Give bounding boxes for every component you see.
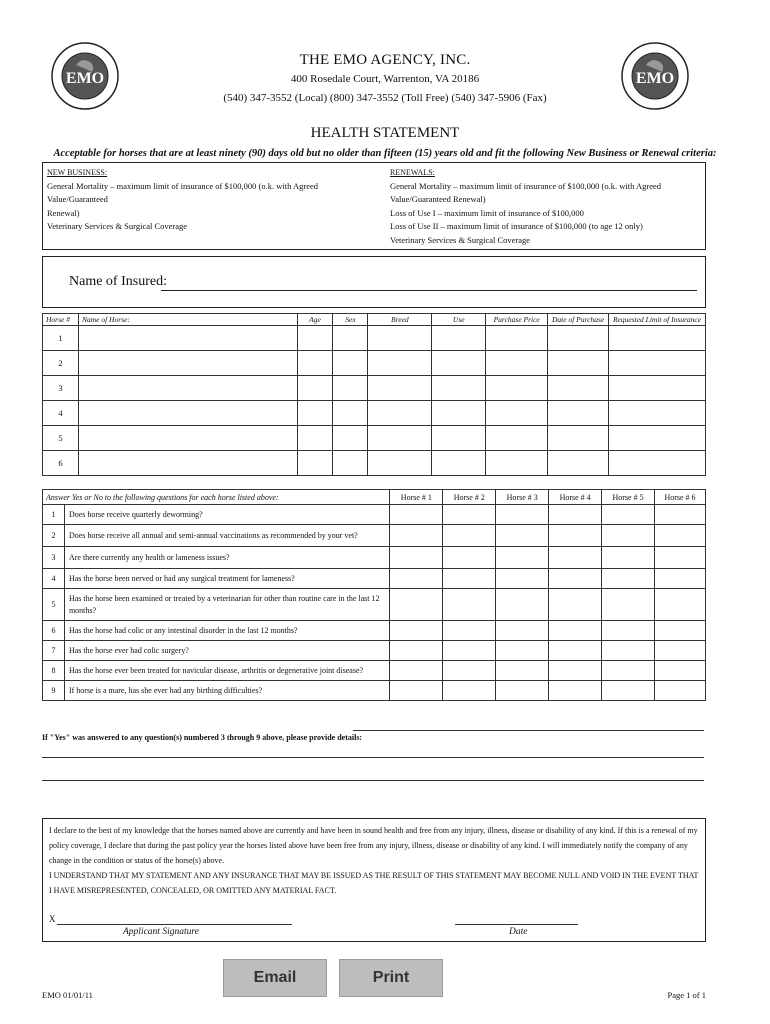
question-number: 6 xyxy=(43,621,65,641)
answer-cell[interactable] xyxy=(496,661,549,681)
answer-cell[interactable] xyxy=(496,569,549,589)
age-cell[interactable] xyxy=(297,351,333,376)
answer-cell[interactable] xyxy=(443,681,496,701)
use-cell[interactable] xyxy=(432,376,486,401)
date-cell[interactable] xyxy=(548,401,609,426)
answer-cell[interactable] xyxy=(602,681,655,701)
col-horse-1: Horse # 1 xyxy=(390,490,443,505)
price-cell[interactable] xyxy=(486,451,548,476)
answer-cell[interactable] xyxy=(443,569,496,589)
answer-cell[interactable] xyxy=(443,547,496,569)
age-cell[interactable] xyxy=(297,376,333,401)
use-cell[interactable] xyxy=(432,451,486,476)
limit-cell[interactable] xyxy=(609,451,706,476)
horse-table-header xyxy=(43,314,706,326)
question-row xyxy=(43,569,706,589)
answer-cell[interactable] xyxy=(655,505,706,525)
question-number: 4 xyxy=(43,569,65,589)
age-cell[interactable] xyxy=(297,326,333,351)
question-number: 5 xyxy=(43,589,65,621)
renewals-line: Loss of Use I – maximum limit of insurance of $100,000 xyxy=(390,207,584,218)
age-cell[interactable] xyxy=(297,401,333,426)
question-text: Are there currently any health or lameness issues? xyxy=(64,547,389,569)
breed-cell[interactable] xyxy=(368,376,432,401)
question-text: If horse is a mare, has she ever had any birthing difficulties? xyxy=(64,681,389,701)
answer-cell[interactable] xyxy=(549,589,602,621)
answer-cell[interactable] xyxy=(549,505,602,525)
breed-cell[interactable] xyxy=(368,351,432,376)
sex-cell[interactable] xyxy=(333,351,368,376)
insured-section xyxy=(42,256,706,308)
answer-cell[interactable] xyxy=(390,589,443,621)
sex-cell[interactable] xyxy=(333,326,368,351)
answer-cell[interactable] xyxy=(549,621,602,641)
renewals-heading: RENEWALS: xyxy=(390,168,435,177)
limit-cell[interactable] xyxy=(609,326,706,351)
answer-cell[interactable] xyxy=(496,525,549,547)
date-field[interactable] xyxy=(455,924,578,925)
signature-x-mark: X xyxy=(49,914,56,924)
questions-instruction: Answer Yes or No to the following questions for each horse listed above: xyxy=(43,490,390,505)
declaration-paragraph: I declare to the best of my knowledge that the horses named above are currently and have been in sound health and free from any injury, illness, disease or disability of any kind. If this is a renewal of my policy coverage, I declare that during the past policy year the horses listed above have been free from any injury, illness, disease or disability of any kind. I will immediately notify the company of any change in the condition or status of the horse(s) above. xyxy=(49,826,698,865)
answer-cell[interactable] xyxy=(655,641,706,661)
question-number: 2 xyxy=(43,525,65,547)
col-horse-num: Horse # xyxy=(43,314,79,326)
horse-number: 2 xyxy=(43,351,79,376)
question-text: Does horse receive quarterly deworming? xyxy=(64,505,389,525)
question-row xyxy=(43,681,706,701)
breed-cell[interactable] xyxy=(368,451,432,476)
limit-cell[interactable] xyxy=(609,376,706,401)
use-cell[interactable] xyxy=(432,351,486,376)
question-text: Does horse receive all annual and semi-annual vaccinations as recommended by your vet? xyxy=(64,525,389,547)
renewals-column xyxy=(390,166,700,247)
age-cell[interactable] xyxy=(297,426,333,451)
declaration-text xyxy=(49,823,699,898)
details-field-line[interactable] xyxy=(42,780,704,781)
question-number: 3 xyxy=(43,547,65,569)
yes-details-prompt: If "Yes" was answered to any question(s) numbered 3 through 9 above, please provide details: xyxy=(42,733,363,742)
horse-table xyxy=(42,313,706,476)
price-cell[interactable] xyxy=(486,426,548,451)
print-button[interactable]: Print xyxy=(339,959,443,997)
agency-phones: (540) 347-3552 (Local) (800) 347-3552 (Toll Free) (540) 347-5906 (Fax) xyxy=(223,92,547,104)
sex-cell[interactable] xyxy=(333,426,368,451)
use-cell[interactable] xyxy=(432,326,486,351)
answer-cell[interactable] xyxy=(443,641,496,661)
question-row xyxy=(43,621,706,641)
date-cell[interactable] xyxy=(548,376,609,401)
use-cell[interactable] xyxy=(432,426,486,451)
answer-cell[interactable] xyxy=(602,621,655,641)
sex-cell[interactable] xyxy=(333,451,368,476)
answer-cell[interactable] xyxy=(602,589,655,621)
limit-cell[interactable] xyxy=(609,426,706,451)
answer-cell[interactable] xyxy=(390,621,443,641)
col-horse-3: Horse # 3 xyxy=(496,490,549,505)
question-row xyxy=(43,505,706,525)
signature-field[interactable] xyxy=(57,924,292,925)
col-horse-5: Horse # 5 xyxy=(602,490,655,505)
col-purchase-date: Date of Purchase xyxy=(548,314,609,326)
eligibility-criteria: Acceptable for horses that are at least ninety (90) days old but no older than fifteen (15) years old and fit the following New Business or Renewal criteria: xyxy=(53,148,717,159)
col-horse-6: Horse # 6 xyxy=(655,490,706,505)
col-requested-limit: Requested Limit of Insurance xyxy=(609,314,706,326)
horse-number: 5 xyxy=(43,426,79,451)
table-row xyxy=(43,401,706,426)
answer-cell[interactable] xyxy=(602,505,655,525)
col-sex: Sex xyxy=(333,314,368,326)
health-questions-table xyxy=(42,489,706,701)
answer-cell[interactable] xyxy=(443,661,496,681)
new-business-column xyxy=(47,166,377,234)
horse-name-cell[interactable] xyxy=(78,326,297,351)
questions-header xyxy=(43,490,706,505)
logo-monogram: EMO xyxy=(635,70,675,87)
question-number: 1 xyxy=(43,505,65,525)
coverage-criteria-box xyxy=(42,162,706,250)
answer-cell[interactable] xyxy=(602,641,655,661)
new-business-heading: NEW BUSINESS: xyxy=(47,168,108,177)
breed-cell[interactable] xyxy=(368,326,432,351)
answer-cell[interactable] xyxy=(496,621,549,641)
answer-cell[interactable] xyxy=(602,569,655,589)
answer-cell[interactable] xyxy=(390,547,443,569)
answer-cell[interactable] xyxy=(390,525,443,547)
declaration-warning: I UNDERSTAND THAT MY STATEMENT AND ANY INSURANCE THAT MAY BE ISSUED AS THE RESULT OF THIS STATEMENT MAY BECOME NULL AND VOID IN THE EVENT THAT I HAVE MISREPRESENTED, CONCEALED, OR OMITTED ANY MATERIAL FACT. xyxy=(49,871,699,895)
renewals-line: Loss of Use II – maximum limit of insurance of $100,000 (to age 12 only) xyxy=(390,221,643,231)
logo-monogram: EMO xyxy=(65,70,105,87)
horse-name-cell[interactable] xyxy=(78,426,297,451)
date-cell[interactable] xyxy=(548,451,609,476)
answer-cell[interactable] xyxy=(496,681,549,701)
question-text: Has the horse ever been treated for navicular disease, arthritis or degenerative joint disease? xyxy=(64,661,389,681)
signature-label: Applicant Signature xyxy=(123,927,199,937)
answer-cell[interactable] xyxy=(496,547,549,569)
breed-cell[interactable] xyxy=(368,401,432,426)
details-field-line[interactable] xyxy=(353,730,704,731)
use-cell[interactable] xyxy=(432,401,486,426)
answer-cell[interactable] xyxy=(443,525,496,547)
answer-cell[interactable] xyxy=(655,547,706,569)
answer-cell[interactable] xyxy=(655,589,706,621)
breed-cell[interactable] xyxy=(368,426,432,451)
answer-cell[interactable] xyxy=(602,525,655,547)
answer-cell[interactable] xyxy=(549,547,602,569)
answer-cell[interactable] xyxy=(549,681,602,701)
answer-cell[interactable] xyxy=(443,589,496,621)
answer-cell[interactable] xyxy=(496,641,549,661)
col-purchase-price: Purchase Price xyxy=(486,314,548,326)
question-row xyxy=(43,589,706,621)
horse-number: 4 xyxy=(43,401,79,426)
question-number: 8 xyxy=(43,661,65,681)
limit-cell[interactable] xyxy=(609,351,706,376)
answer-cell[interactable] xyxy=(549,525,602,547)
declaration-box xyxy=(42,818,706,942)
answer-cell[interactable] xyxy=(390,569,443,589)
new-business-line: Renewal) xyxy=(47,207,80,218)
agency-address: 400 Rosedale Court, Warrenton, VA 20186 xyxy=(290,73,480,85)
table-row xyxy=(43,451,706,476)
question-number: 7 xyxy=(43,641,65,661)
renewals-line: Value/Guaranteed Renewal) xyxy=(390,194,486,204)
date-cell[interactable] xyxy=(548,351,609,376)
answer-cell[interactable] xyxy=(655,681,706,701)
form-code: EMO 01/01/11 xyxy=(42,990,93,1000)
col-breed: Breed xyxy=(368,314,432,326)
insured-name-field[interactable] xyxy=(161,290,697,291)
col-age: Age xyxy=(297,314,333,326)
question-text: Has the horse had colic or any intestinal disorder in the last 12 months? xyxy=(64,621,389,641)
age-cell[interactable] xyxy=(297,451,333,476)
limit-cell[interactable] xyxy=(609,401,706,426)
question-number: 9 xyxy=(43,681,65,701)
renewals-line: General Mortality – maximum limit of insurance of $100,000 (o.k. with Agreed xyxy=(390,180,661,191)
sex-cell[interactable] xyxy=(333,376,368,401)
horse-name-cell[interactable] xyxy=(78,351,297,376)
col-horse-2: Horse # 2 xyxy=(443,490,496,505)
question-row xyxy=(43,525,706,547)
answer-cell[interactable] xyxy=(496,505,549,525)
price-cell[interactable] xyxy=(486,351,548,376)
answer-cell[interactable] xyxy=(655,661,706,681)
answer-cell[interactable] xyxy=(390,661,443,681)
new-business-line: General Mortality – maximum limit of insurance of $100,000 (o.k. with Agreed Value/Guaranteed xyxy=(47,180,318,204)
horse-number: 6 xyxy=(43,451,79,476)
question-text: Has the horse been examined or treated by a veterinarian for other than routine care in the last 12 months? xyxy=(64,589,389,621)
horse-name-cell[interactable] xyxy=(78,451,297,476)
question-text: Has the horse ever had colic surgery? xyxy=(64,641,389,661)
answer-cell[interactable] xyxy=(549,661,602,681)
answer-cell[interactable] xyxy=(655,569,706,589)
horse-name-cell[interactable] xyxy=(78,376,297,401)
insured-label: Name of Insured: xyxy=(69,274,167,289)
answer-cell[interactable] xyxy=(496,589,549,621)
answer-cell[interactable] xyxy=(390,641,443,661)
answer-cell[interactable] xyxy=(443,505,496,525)
answer-cell[interactable] xyxy=(443,621,496,641)
answer-cell[interactable] xyxy=(390,505,443,525)
table-row xyxy=(43,426,706,451)
table-row xyxy=(43,326,706,351)
page-number: Page 1 of 1 xyxy=(667,990,706,1000)
agency-name: THE EMO AGENCY, INC. xyxy=(299,52,471,68)
question-text: Has the horse been nerved or had any surgical treatment for lameness? xyxy=(64,569,389,589)
answer-cell[interactable] xyxy=(655,621,706,641)
date-cell[interactable] xyxy=(548,426,609,451)
price-cell[interactable] xyxy=(486,376,548,401)
date-label: Date xyxy=(509,927,528,937)
answer-cell[interactable] xyxy=(390,681,443,701)
col-use: Use xyxy=(432,314,486,326)
question-row xyxy=(43,661,706,681)
answer-cell[interactable] xyxy=(602,547,655,569)
answer-cell[interactable] xyxy=(655,525,706,547)
table-row xyxy=(43,376,706,401)
date-cell[interactable] xyxy=(548,326,609,351)
horse-number: 3 xyxy=(43,376,79,401)
answer-cell[interactable] xyxy=(602,661,655,681)
horse-name-cell[interactable] xyxy=(78,401,297,426)
price-cell[interactable] xyxy=(486,401,548,426)
price-cell[interactable] xyxy=(486,326,548,351)
document-title: HEALTH STATEMENT xyxy=(310,125,460,141)
answer-cell[interactable] xyxy=(549,641,602,661)
question-row xyxy=(43,641,706,661)
question-row xyxy=(43,547,706,569)
horse-number: 1 xyxy=(43,326,79,351)
email-button[interactable]: Email xyxy=(223,959,327,997)
table-row xyxy=(43,351,706,376)
col-horse-4: Horse # 4 xyxy=(549,490,602,505)
details-field-line[interactable] xyxy=(42,757,704,758)
col-horse-name: Name of Horse: xyxy=(78,314,297,326)
answer-cell[interactable] xyxy=(549,569,602,589)
sex-cell[interactable] xyxy=(333,401,368,426)
renewals-line: Veterinary Services & Surgical Coverage xyxy=(390,234,531,245)
new-business-line: Veterinary Services & Surgical Coverage xyxy=(47,221,188,231)
